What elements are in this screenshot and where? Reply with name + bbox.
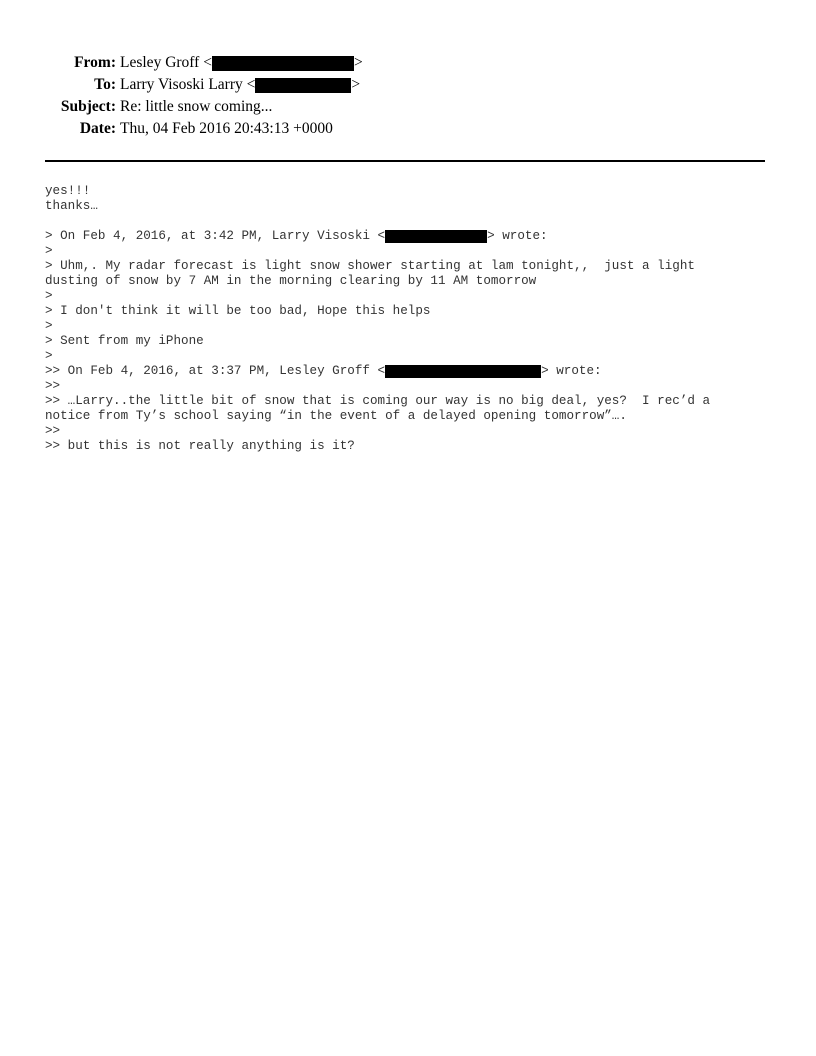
from-value bbox=[120, 54, 363, 72]
redaction-block bbox=[212, 56, 354, 71]
to-row bbox=[40, 74, 363, 96]
from-name: Lesley Groff < bbox=[120, 54, 212, 71]
body-line: > bbox=[45, 349, 53, 363]
body-line: > bbox=[45, 244, 53, 258]
redaction-block bbox=[385, 230, 487, 243]
date-row bbox=[40, 118, 363, 140]
body-line bbox=[45, 214, 710, 229]
body-line: > I don't think it will be too bad, Hope this helps bbox=[45, 304, 431, 318]
body-line: thanks… bbox=[45, 199, 98, 213]
subject-row bbox=[40, 96, 363, 118]
to-value bbox=[120, 76, 360, 94]
subject-label: Subject: bbox=[60, 98, 116, 115]
subject-value: Re: little snow coming... bbox=[120, 98, 273, 115]
body-line: yes!!! bbox=[45, 184, 91, 198]
body-line: >> bbox=[45, 424, 61, 438]
email-header bbox=[40, 52, 363, 140]
body-line: > Uhm,. My radar forecast is light snow shower starting at lam tonight,, just a light bbox=[45, 259, 695, 273]
email-body bbox=[45, 184, 710, 454]
body-line: notice from Ty’s school saying “in the event of a delayed opening tomorrow”…. bbox=[45, 409, 627, 423]
redaction-block bbox=[255, 78, 351, 93]
from-row bbox=[40, 52, 363, 74]
to-bracket: > bbox=[351, 76, 361, 93]
date-value: Thu, 04 Feb 2016 20:43:13 +0000 bbox=[120, 120, 333, 137]
from-label: From: bbox=[74, 54, 116, 71]
date-label: Date: bbox=[79, 120, 116, 137]
body-line: >> …Larry..the little bit of snow that is coming our way is no big deal, yes? I rec’d a bbox=[45, 394, 711, 408]
from-bracket: > bbox=[353, 54, 363, 71]
body-line: > bbox=[45, 319, 53, 333]
quote-header-line bbox=[45, 364, 710, 379]
quote-header-text: >> On Feb 4, 2016, at 3:37 PM, Lesley Groff < bbox=[45, 364, 386, 378]
header-divider bbox=[45, 160, 765, 162]
quote-header-suffix: > wrote: bbox=[541, 364, 602, 378]
to-label: To: bbox=[94, 76, 116, 93]
quote-header-line bbox=[45, 229, 710, 244]
to-name: Larry Visoski Larry < bbox=[120, 76, 256, 93]
quote-header-text: > On Feb 4, 2016, at 3:42 PM, Larry Visoski < bbox=[45, 229, 386, 243]
body-line: >> bbox=[45, 379, 61, 393]
body-line: > Sent from my iPhone bbox=[45, 334, 204, 348]
body-line: > bbox=[45, 289, 53, 303]
quote-header-suffix: > wrote: bbox=[487, 229, 548, 243]
redaction-block bbox=[385, 365, 541, 378]
body-line: dusting of snow by 7 AM in the morning clearing by 11 AM tomorrow bbox=[45, 274, 537, 288]
body-line: >> but this is not really anything is it? bbox=[45, 439, 355, 453]
